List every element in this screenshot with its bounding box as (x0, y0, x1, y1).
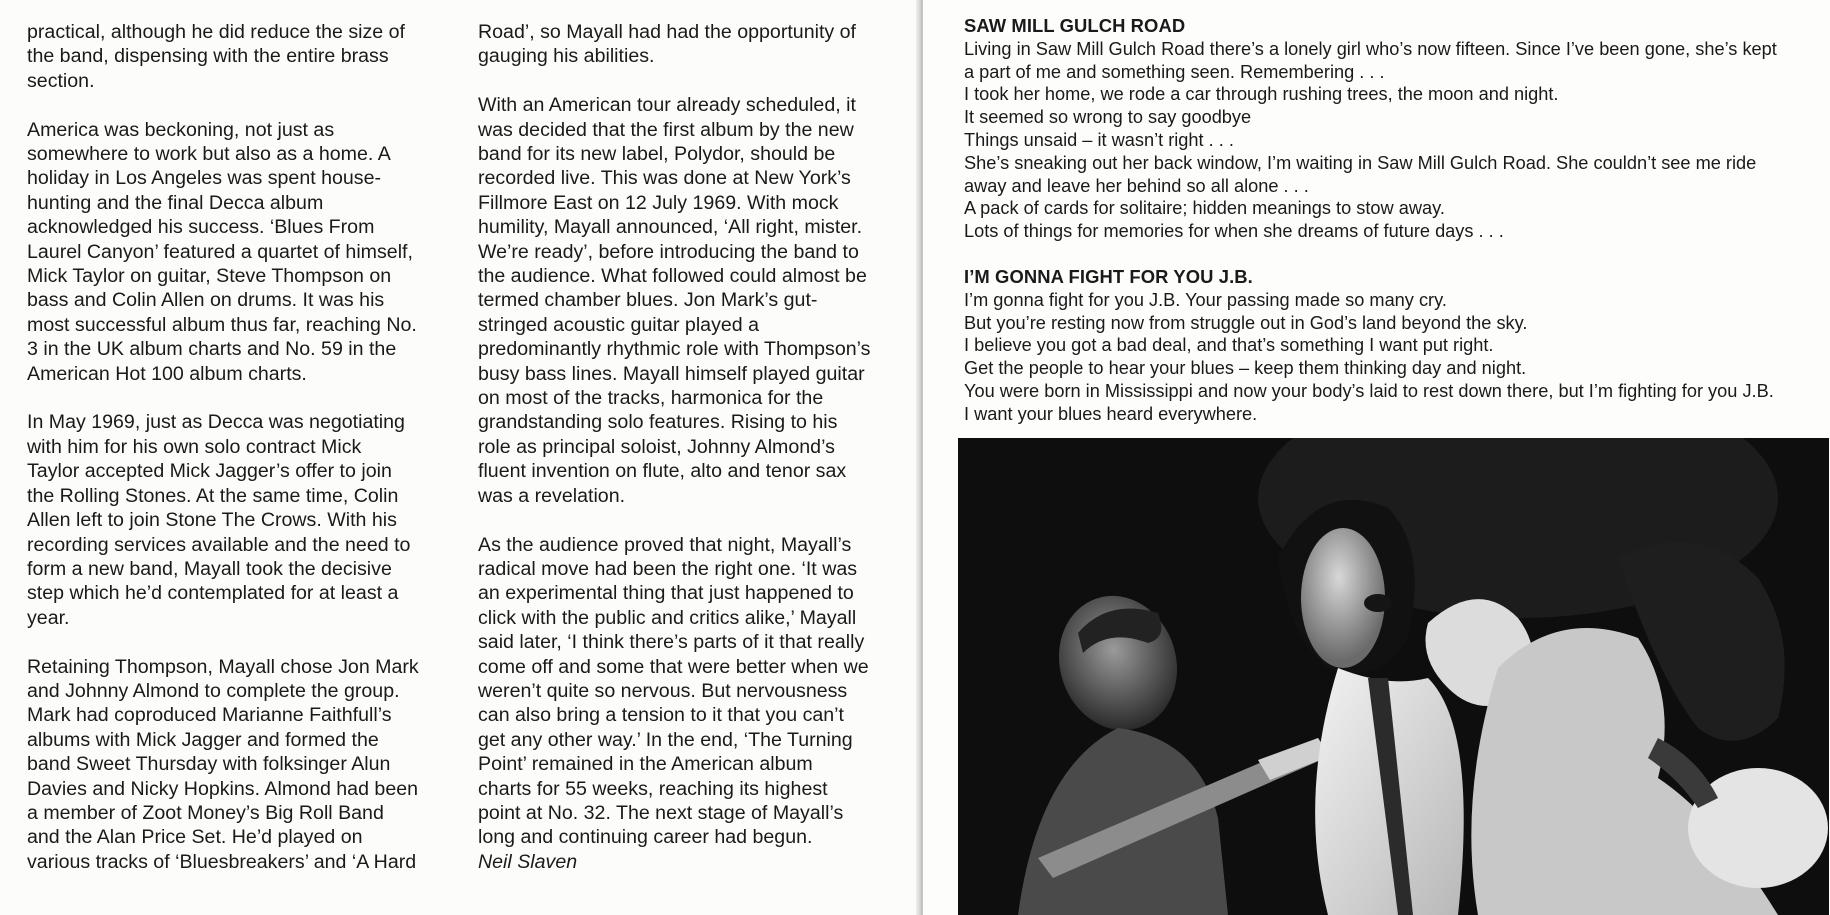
text-line: We’re ready’, before introducing the band to (478, 240, 859, 263)
text-line: radical move had been the right one. ‘It was (478, 557, 858, 580)
text-line: Allen left to join Stone The Crows. With his (27, 509, 397, 532)
text-line: holiday in Los Angeles was spent house- (27, 167, 382, 190)
text-line: charts for 55 weeks, reaching its highest (478, 777, 828, 800)
paragraph (478, 20, 908, 69)
text-line: the band, dispensing with the entire brass (27, 45, 389, 68)
song-block (964, 266, 1830, 426)
text-line: stringed acoustic guitar played a (478, 313, 760, 336)
lyric-line: It seemed so wrong to say goodbye (964, 107, 1252, 128)
text-line: recording services available and the need to (27, 533, 411, 556)
text-line: Fillmore East on 12 July 1969. With mock (478, 191, 839, 214)
lyric-line: Lots of things for memories for when she dreams of future days . . . (964, 221, 1504, 242)
text-line: most successful album thus far, reaching No. (27, 313, 417, 336)
paragraph (27, 20, 457, 93)
song-title: SAW MILL GULCH ROAD (964, 15, 1186, 36)
text-column-2 (478, 20, 908, 874)
text-line: long and continuing career had begun. (478, 826, 813, 849)
text-line: can also bring a tension to it that you can’t (478, 704, 844, 727)
text-line: the audience. What followed could almost be (478, 265, 867, 288)
text-line: click with the public and critics alike,’ Mayall (478, 606, 857, 629)
text-line: band Sweet Thursday with folksinger Alun (27, 753, 391, 776)
lyric-line: But you’re resting now from struggle out in God’s land beyond the sky. (964, 312, 1528, 333)
text-line: Retaining Thompson, Mayall chose Jon Mark (27, 655, 419, 678)
text-line: get any other way.’ In the end, ‘The Turning (478, 728, 853, 751)
text-line: various tracks of ‘Bluesbreakers’ and ‘A Hard (27, 850, 417, 873)
lyric-line: You were born in Mississippi and now your body’s laid to rest down there, but I’m fighting for you J.B. (964, 380, 1774, 401)
text-line: step which he’d contemplated for at least a (27, 582, 399, 605)
lyric-line: Get the people to hear your blues – keep them thinking day and night. (964, 358, 1527, 379)
paragraph (27, 118, 457, 386)
paragraph (478, 533, 908, 850)
lyric-line: A pack of cards for solitaire; hidden meanings to stow away. (964, 198, 1445, 219)
text-line: 3 in the UK album charts and No. 59 in the (27, 338, 397, 361)
text-line: Davies and Nicky Hopkins. Almond had been (27, 777, 419, 800)
text-line: hunting and the final Decca album (27, 191, 324, 214)
text-line: humility, Mayall announced, ‘All right, mister. (478, 216, 863, 239)
lyrics-section (964, 15, 1830, 449)
lyric-line: She’s sneaking out her back window, I’m waiting in Saw Mill Gulch Road. She couldn’t see me ride (964, 152, 1757, 173)
text-line: band for its new label, Polydor, should be (478, 143, 836, 166)
text-column-1 (27, 20, 457, 874)
text-line: acknowledged his success. ‘Blues From (27, 216, 375, 239)
text-line: Road’, so Mayall had had the opportunity of (478, 21, 856, 43)
lyric-line: Living in Saw Mill Gulch Road there’s a lonely girl who’s now fifteen. Since I’ve been gone, she’s kept (964, 38, 1777, 59)
text-line: on most of the tracks, harmonica for the (478, 387, 824, 410)
text-line: the Rolling Stones. At the same time, Colin (27, 484, 399, 507)
text-line: As the audience proved that night, Mayall’s (478, 533, 852, 556)
text-line: Mark had coproduced Marianne Faithfull’s (27, 704, 392, 727)
song-lyrics (964, 289, 1830, 426)
lyric-line: I believe you got a bad deal, and that’s something I want put right. (964, 335, 1494, 356)
text-line: bass and Colin Allen on drums. It was his (27, 289, 385, 312)
lyric-line: I’m gonna fight for you J.B. Your passing made so many cry. (964, 289, 1447, 310)
song-lyrics (964, 38, 1830, 243)
text-line: gauging his abilities. (478, 45, 655, 68)
text-line: In May 1969, just as Decca was negotiating (27, 411, 405, 434)
text-line: Taylor accepted Mick Jagger’s offer to join (27, 460, 392, 483)
text-line: form a new band, Mayall took the decisive (27, 557, 392, 580)
text-line: America was beckoning, not just as (27, 118, 335, 141)
text-line: recorded live. This was done at New York’s (478, 167, 851, 190)
band-photo (958, 438, 1829, 915)
text-line: practical, although he did reduce the size of (27, 21, 405, 43)
text-line: predominantly rhythmic role with Thompson’s (478, 338, 871, 361)
text-line: point at No. 32. The next stage of Mayall’s (478, 801, 844, 824)
text-line: section. (27, 69, 95, 92)
lyric-line: Things unsaid – it wasn’t right . . . (964, 129, 1234, 150)
text-line: somewhere to work but also as a home. A (27, 143, 391, 166)
text-line: year. (27, 606, 70, 629)
text-line: American Hot 100 album charts. (27, 362, 307, 385)
band-photo-image (958, 438, 1829, 915)
text-line: an experimental thing that just happened to (478, 582, 854, 605)
text-line: Mick Taylor on guitar, Steve Thompson on (27, 265, 392, 288)
text-line: busy bass lines. Mayall himself played guitar (478, 362, 865, 385)
text-line: said later, ‘I think there’s parts of it that really (478, 631, 865, 654)
text-line: was a revelation. (478, 484, 626, 507)
text-line: Laurel Canyon’ featured a quartet of himself, (27, 240, 413, 263)
lyric-line: away and leave her behind so all alone . . . (964, 175, 1309, 196)
text-line: Point’ remained in the American album (478, 753, 813, 776)
text-line: was decided that the first album by the new (478, 118, 854, 141)
lyric-line: I want your blues heard everywhere. (964, 403, 1258, 424)
text-line: With an American tour already scheduled, it (478, 94, 856, 117)
author-signature: Neil Slaven (478, 850, 578, 873)
text-line: grandstanding solo features. Rising to his (478, 411, 838, 434)
paragraph (27, 410, 457, 630)
text-line: and Johnny Almond to complete the group. (27, 679, 400, 702)
text-line: a member of Zoot Money’s Big Roll Band (27, 801, 384, 824)
lyric-line: a part of me and something seen. Remembering . . . (964, 61, 1385, 82)
text-line: with him for his own solo contract Mick (27, 435, 362, 458)
lyric-line: I took her home, we rode a car through rushing trees, the moon and night. (964, 84, 1559, 105)
text-line: termed chamber blues. Jon Mark’s gut- (478, 289, 818, 312)
song-title: I’M GONNA FIGHT FOR YOU J.B. (964, 265, 1253, 287)
paragraph (478, 93, 908, 508)
text-line: albums with Mick Jagger and formed the (27, 728, 379, 751)
text-line: role as principal soloist, Johnny Almond’s (478, 435, 835, 458)
text-line: fluent invention on flute, alto and tenor sax (478, 460, 847, 483)
text-line: come off and some that were better when we (478, 655, 869, 678)
text-line: and the Alan Price Set. He’d played on (27, 826, 363, 849)
song-block (964, 15, 1830, 243)
text-line: weren’t quite so nervous. But nervousness (478, 679, 848, 702)
paragraph (27, 655, 457, 875)
